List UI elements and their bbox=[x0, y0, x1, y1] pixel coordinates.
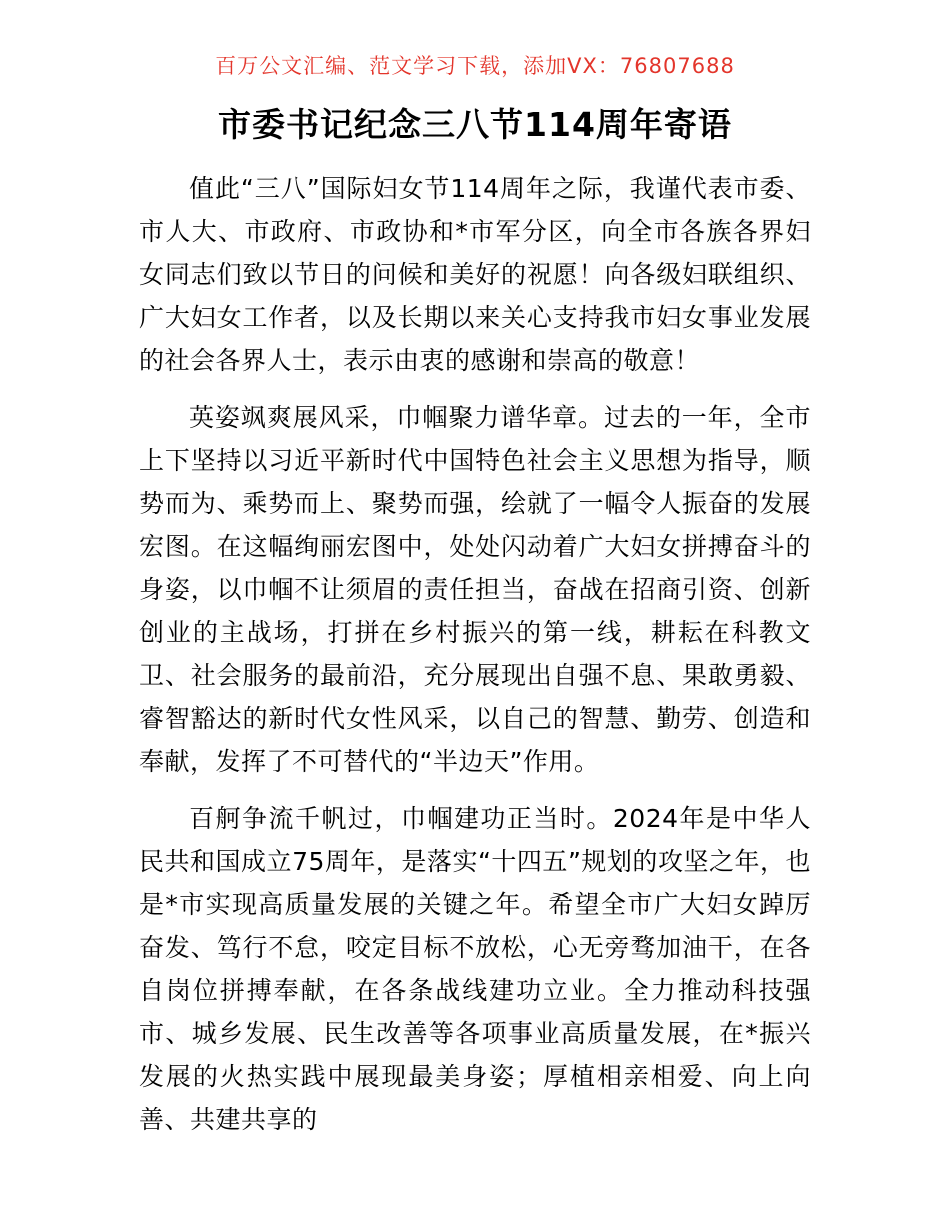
document-body bbox=[139, 167, 811, 1141]
paragraph-review: 英姿飒爽展风采，巾帼聚力谱华章。过去的一年，全市上下坚持以习近平新时代中国特色社会主义思想为指导，顺势而为、乘势而上、聚势而强，绘就了一幅令人振奋的发展宏图。在这幅绚丽宏图中，处处闪动着广大妇女拼搏奋斗的身姿，以巾帼不让须眉的责任担当，奋战在招商引资、创新创业的主战场，打拼在乡村振兴的第一线，耕耘在科教文卫、社会服务的最前沿，充分展现出自强不息、果敢勇毅、睿智豁达的新时代女性风采，以自己的智慧、勤劳、创造和奉献，发挥了不可替代的“半边天”作用。 bbox=[139, 403, 811, 776]
paragraph-outlook: 百舸争流千帆过，巾帼建功正当时。2024年是中华人民共和国成立75周年，是落实“十四五”规划的攻坚之年，也是*市实现高质量发展的关键之年。希望全市广大妇女踔厉奋发、笃行不怠，咬定目标不放松，心无旁骛加油干，在各自岗位拼搏奉献，在各条战线建功立业。全力推动科技强市、城乡发展、民生改善等各项事业高质量发展，在*振兴发展的火热实践中展现最美身姿；厚植相亲相爱、向上向善、共建共享的 bbox=[139, 804, 811, 1134]
promo-notice: 百万公文汇编、范文学习下载，添加VX：76807688 bbox=[215, 54, 735, 78]
document-title: 市委书记纪念三八节114周年寄语 bbox=[218, 105, 732, 144]
paragraph-greeting: 值此“三八”国际妇女节114周年之际，我谨代表市委、市人大、市政府、市政协和*市军分区，向全市各族各界妇女同志们致以节日的问候和美好的祝愿！向各级妇联组织、广大妇女工作者，以及长期以来关心支持我市妇女事业发展的社会各界人士，表示由衷的感谢和崇高的敬意！ bbox=[139, 174, 811, 375]
